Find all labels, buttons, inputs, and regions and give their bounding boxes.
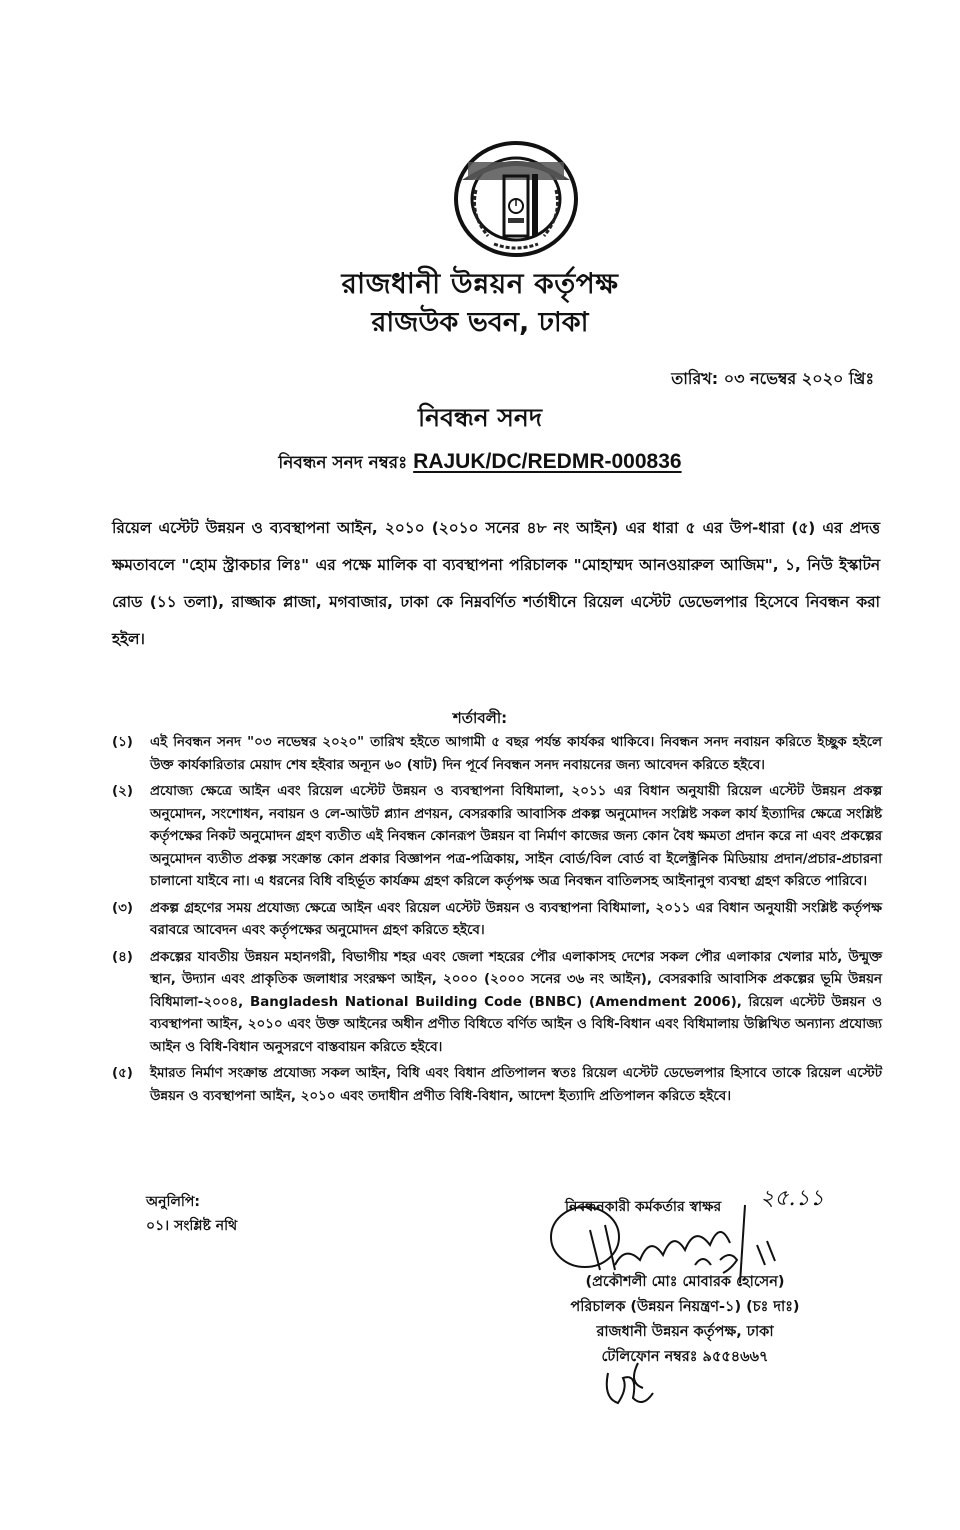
terms-list: [112, 732, 882, 1112]
signatory-name: (প্রকৌশলী মোঃ মোবারক হোসেন): [585, 1274, 785, 1290]
body-paragraph: রিয়েল এস্টেট উন্নয়ন ও ব্যবস্থাপনা আইন, ২০১০ (২০১০ সনের ৪৮ নং আইন) এর ধারা ৫ এর উপ-ধারা (৫) এর প্রদত্ত ক্ষমতাবলে "হোম স্ট্রাকচার লিঃ" এর পক্ষে মালিক বা ব্যবস্থাপনা পরিচালক "মোহাম্মদ আনওয়ারুল আজিম", ১, নিউ ইস্কাটন রোড (১১ তলা), রাজ্জাক প্লাজা, মগবাজার, ঢাকা কে নিম্নবর্ণিত শর্তাধীনে রিয়েল এস্টেট ডেভেলপার হিসেবে নিবন্ধন করা হইল।: [112, 519, 880, 648]
term-number: (১): [112, 735, 133, 750]
term-item: [112, 898, 882, 943]
term-item: [112, 1063, 882, 1108]
term-item: [112, 781, 882, 894]
term-number: (৩): [112, 900, 133, 916]
registration-number: RAJUK/DC/REDMR-000836: [413, 450, 682, 473]
signatory-block: [520, 1270, 850, 1370]
signatory-office: রাজধানী উন্নয়ন কর্তৃপক্ষ, ঢাকা: [596, 1324, 774, 1340]
term-text: এই নিবন্ধন সনদ "০৩ নভেম্বর ২০২০" তারিখ হইতে আগামী ৫ বছর পর্যন্ত কার্যকর থাকিবে। নিবন্ধন সনদ নবায়ন করিতে ইচ্ছুক হইলে উক্ত কার্যকারিতার মেয়াদ শেষ হইবার অন্যূন ৬০ (ষাট) দিন পূর্বে নিবন্ধন সনদ নবায়নের জন্য আবেদন করিতে হইবে।: [150, 735, 882, 773]
copy-to-item: ০১। সংশ্লিষ্ট নথি: [146, 1218, 238, 1234]
term-text: প্রকল্পের যাবতীয় উন্নয়ন মহানগরী, বিভাগীয় শহর এবং জেলা শহরের পৌর এলাকাসহ দেশের সকল পৌর এলাকার খেলার মাঠ, উন্মুক্ত স্থান, উদ্যান এবং প্রাকৃতিক জলাধার সংরক্ষণ আইন, ২০০০ (২০০০ সনের ৩৬ নং আইন), বেসরকারি আবাসিক প্রকল্পের ভূমি উন্নয়ন বিধিমালা-২০০৪, Bangladesh National Building Code (BNBC) (Amendment 2006), রিয়েল এস্টেট উন্নয়ন ও ব্যবস্থাপনা আইন, ২০১০ এবং উক্ত আইনের অধীন প্রণীত বিধিতে বর্ণিত আইন ও বিধি-বিধান এবং বিধিমালায় উল্লিখিত অন্যান্য প্রযোজ্য আইন ও বিধি-বিধান অনুসরণে বাস্তবায়ন করিতে হইবে।: [150, 949, 882, 1055]
organization-address: রাজউক ভবন, ঢাকা: [371, 307, 589, 338]
terms-heading: শর্তাবলী:: [452, 709, 508, 727]
initial-scribble-icon: [598, 1358, 668, 1413]
term-text: ইমারত নির্মাণ সংক্রান্ত প্রযোজ্য সকল আইন, বিধি এবং বিধান প্রতিপালন স্বতঃ রিয়েল এস্টেট ডেভেলপার হিসাবে তাকে রিয়েল এস্টেট উন্নয়ন ও ব্যবস্থাপনা আইন, ২০১০ এবং তদাধীন প্রণীত বিধি-বিধান, আদেশ ইত্যাদি প্রতিপালন করিতে হইবে।: [150, 1066, 882, 1104]
rajuk-emblem-icon: [452, 140, 580, 258]
term-item: [112, 732, 882, 777]
signature-title: নিবন্ধনকারী কর্মকর্তার স্বাক্ষর: [565, 1199, 722, 1215]
handwritten-date: ২৫.১১: [760, 1186, 825, 1211]
organization-name: রাজধানী উন্নয়ন কর্তৃপক্ষ: [341, 267, 619, 300]
signatory-designation: পরিচালক (উন্নয়ন নিয়ন্ত্রণ-১) (চঃ দাঃ): [570, 1299, 800, 1315]
handwritten-signature-icon: [545, 1165, 835, 1285]
copy-to-label: অনুলিপি:: [146, 1194, 201, 1210]
term-text: প্রযোজ্য ক্ষেত্রে আইন এবং রিয়েল এস্টেট উন্নয়ন ও ব্যবস্থাপনা বিধিমালা, ২০১১ এর বিধান অনুযায়ী রিয়েল এস্টেট উন্নয়ন প্রকল্প অনুমোদন, সংশোধন, নবায়ন ও লে-আউট প্ল্যান প্রণয়ন, বেসরকারি আবাসিক প্রকল্প অনুমোদন সংশ্লিষ্ট সকল কার্য ইত্যাদির ক্ষেত্রে সংশ্লিষ্ট কর্তৃপক্ষের নিকট অনুমোদন গ্রহণ ব্যতীত এই নিবন্ধন কোনরূপ উন্নয়ন বা নির্মাণ কাজের জন্য কোন বৈধ ক্ষমতা প্রদান করে না এবং প্রকল্পের অনুমোদন ব্যতীত প্রকল্প সংক্রান্ত কোন প্রকার বিজ্ঞাপন পত্র-পত্রিকায়, সাইন বোর্ড/বিল বোর্ড বা ইলেক্ট্রনিক মিডিয়ায় প্রদান/প্রচার-প্রচারনা চালানো যাইবে না। এ ধরনের বিধি বহির্ভূত কার্যক্রম গ্রহণ করিলে কর্তৃপক্ষ অত্র নিবন্ধন বাতিলসহ আইনানুগ ব্যবস্থা গ্রহণ করিতে পারিবে।: [150, 784, 882, 889]
issue-date: তারিখ: ০৩ নভেম্বর ২০২০ খ্রিঃ: [671, 369, 874, 388]
signatory-phone: টেলিফোন নম্বরঃ ৯৫৫৪৬৬৭: [601, 1349, 769, 1365]
term-text: প্রকল্প গ্রহণের সময় প্রযোজ্য ক্ষেত্রে আইন এবং রিয়েল এস্টেট উন্নয়ন ও ব্যবস্থাপনা বিধিমালা, ২০১১ এর বিধান অনুযায়ী সংশ্লিষ্ট কর্তৃপক্ষ বরাবরে আবেদন এবং কর্তৃপক্ষের অনুমোদন গ্রহণ করিতে হইবে।: [150, 900, 882, 938]
registration-number-line: [0, 450, 960, 478]
document-title: নিবন্ধন সনদ: [418, 403, 542, 432]
registration-number-label: নিবন্ধন সনদ নম্বরঃ: [278, 453, 408, 473]
term-number: (৪): [112, 949, 133, 965]
term-item: [112, 947, 882, 1060]
term-number: (২): [112, 784, 133, 799]
term-number: (৫): [112, 1066, 133, 1081]
